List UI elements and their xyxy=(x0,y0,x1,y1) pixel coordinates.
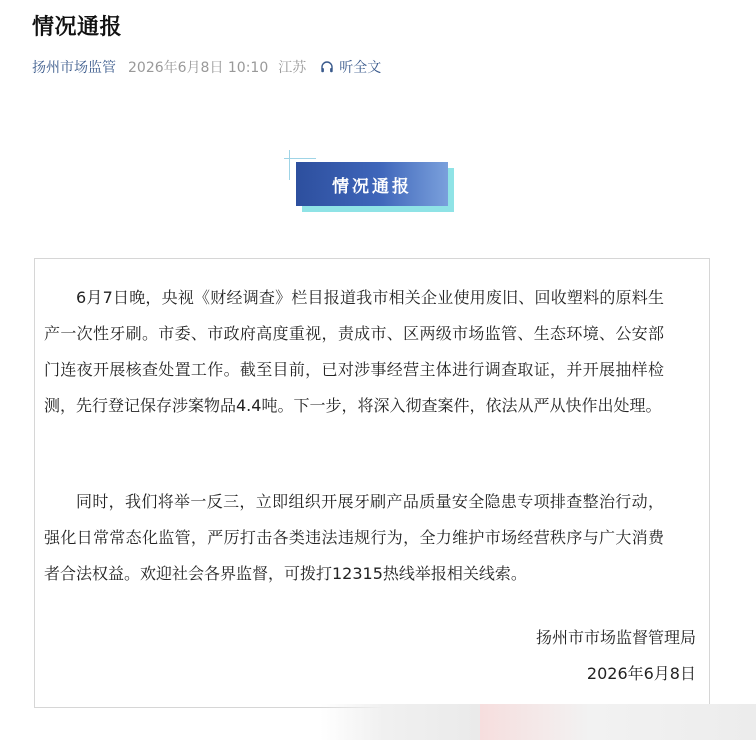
paragraph-2: 同时，我们将举一反三，立即组织开展牙刷产品质量安全隐患专项排查整治行动，强化日常常态化监管，严厉打击各类违法违规行为，全力维护市场经营秩序与广大消费者合法权益。欢迎社会各界监督，可拨打12315热线举报相关线索。 xyxy=(44,492,664,583)
listen-label: 听全文 xyxy=(339,60,382,76)
headphones-icon xyxy=(320,60,334,74)
banner-decor-vertical xyxy=(289,150,290,180)
notice-banner xyxy=(284,150,464,220)
paragraph-1: 6月7日晚，央视《财经调查》栏目报道我市相关企业使用废旧、回收塑料的原料生产一次性牙刷。市委、市政府高度重视，责成市、区两级市场监管、生态环境、公安部门连夜开展核查处置工作。截至目前，已对涉事经营主体进行调查取证，并开展抽样检测，先行登记保存涉案物品4.4吨。下一步，将深入彻查案件，依法从严从快作出处理。 xyxy=(44,288,664,415)
signature-org: 扬州市市场监督管理局 xyxy=(535,628,696,647)
signature-date: 2026年6月8日 xyxy=(586,664,696,683)
account-link[interactable]: 扬州市场监管 xyxy=(32,60,116,76)
region-label: 江苏 xyxy=(278,60,307,76)
article-meta xyxy=(32,57,381,77)
listen-button[interactable] xyxy=(320,57,381,77)
page-title: 情况通报 xyxy=(32,15,123,40)
publish-time: 2026年6月8日 10:10 xyxy=(128,60,269,76)
blurred-strip-right xyxy=(480,704,756,740)
blurred-strip-left xyxy=(320,704,480,740)
banner-text: 情况通报 xyxy=(296,162,448,206)
banner-decor-horizontal xyxy=(284,158,316,159)
